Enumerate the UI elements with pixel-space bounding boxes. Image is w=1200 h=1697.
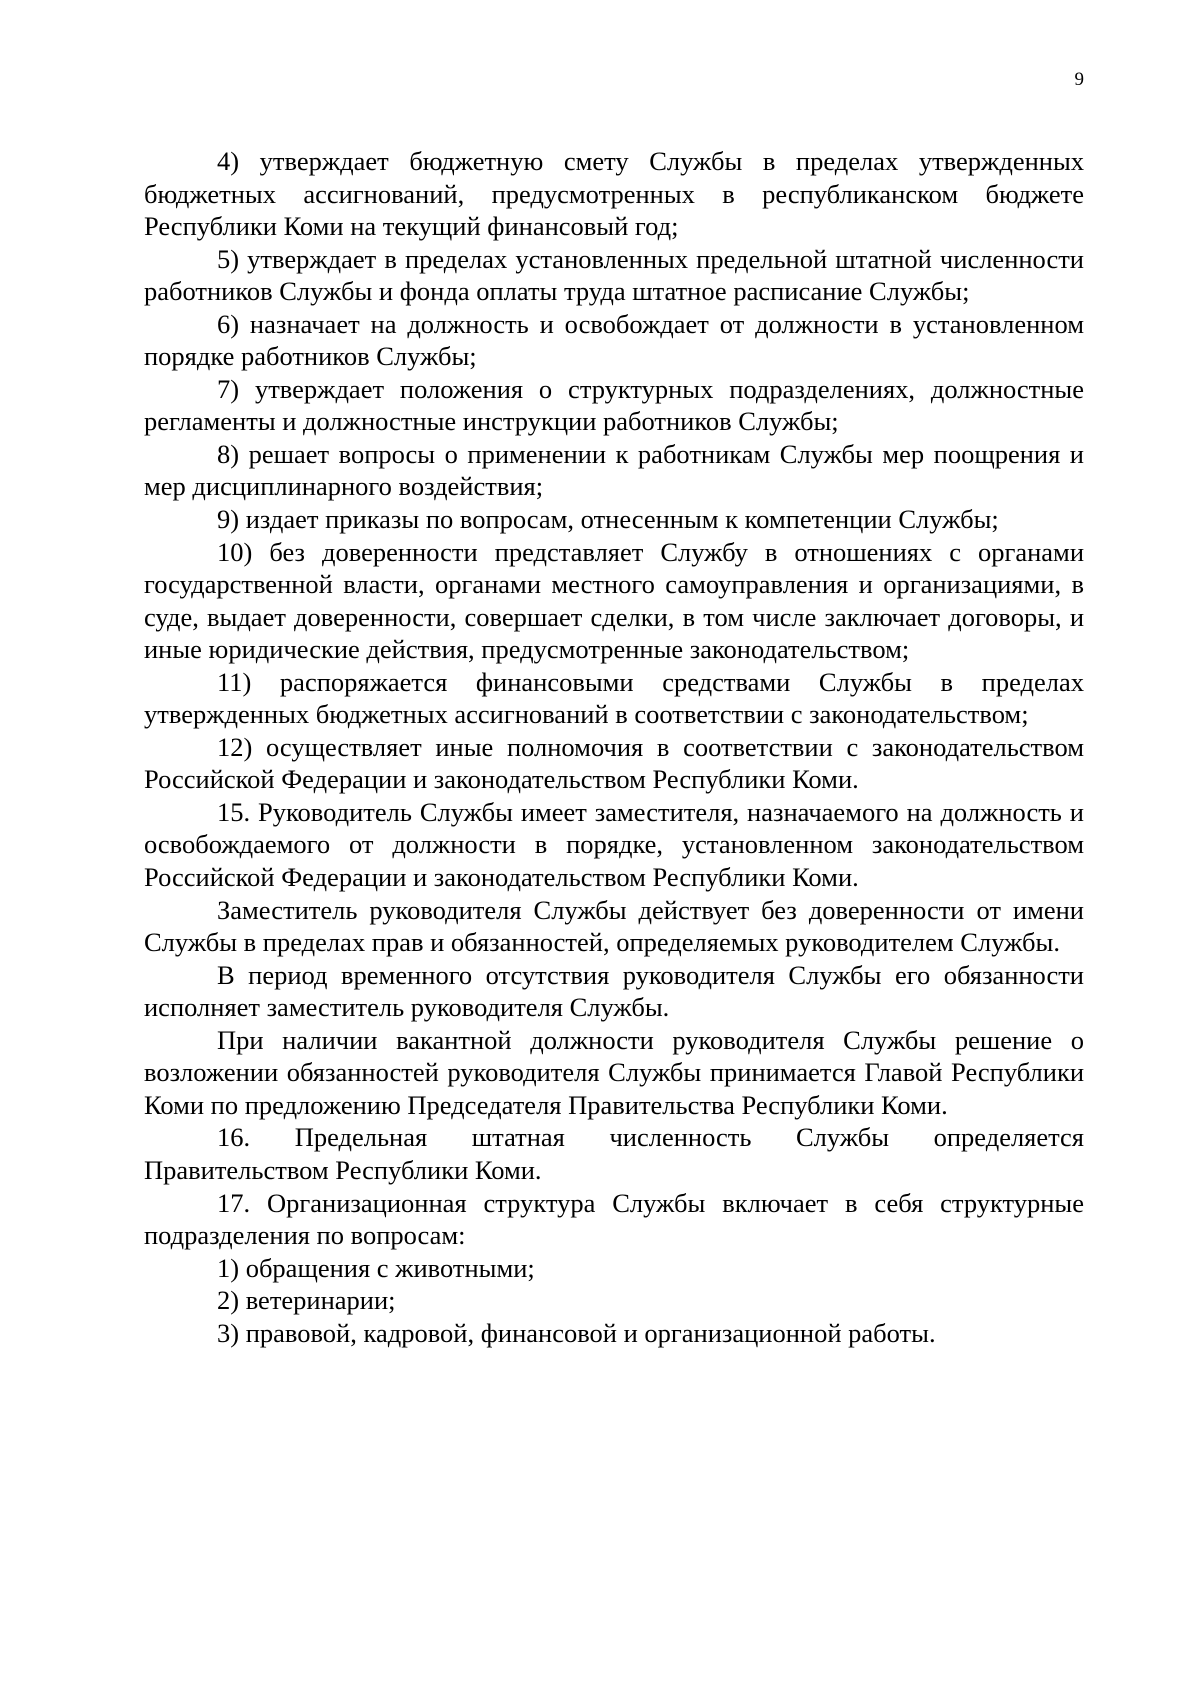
paragraph-deputy-authority: Заместитель руководителя Службы действует без доверенности от имени Службы в пределах прав и обязанностей, определяемых руководителем Службы. xyxy=(144,894,1084,958)
paragraph-item-7: 7) утверждает положения о структурных подразделениях, должностные регламенты и должностные инструкции работников Службы; xyxy=(144,373,1084,437)
page-number: 9 xyxy=(1074,69,1084,90)
paragraph-item-4: 4) утверждает бюджетную смету Службы в пределах утвержденных бюджетных ассигнований, предусмотренных в республиканском бюджете Республики Коми на текущий финансовый год; xyxy=(144,146,1084,242)
paragraph-item-11: 11) распоряжается финансовыми средствами Службы в пределах утвержденных бюджетных ассигнований в соответствии с законодательством; xyxy=(144,666,1084,730)
list-item-legal: 3) правовой, кадровой, финансовой и организационной работы. xyxy=(217,1317,936,1348)
paragraph-vacancy: При наличии вакантной должности руководителя Службы решение о возложении обязанностей руководителя Службы принимается Главой Республики Коми по предложению Председателя Правительства Республики Коми. xyxy=(144,1024,1084,1120)
paragraph-item-12: 12) осуществляет иные полномочия в соответствии с законодательством Российской Федерации и законодательством Республики Коми. xyxy=(144,731,1084,795)
paragraph-item-5: 5) утверждает в пределах установленных предельной штатной численности работников Службы и фонда оплаты труда штатное расписание Службы; xyxy=(144,243,1084,307)
paragraph-item-6: 6) назначает на должность и освобождает от должности в установленном порядке работников Службы; xyxy=(144,308,1084,372)
list-item-veterinary: 2) ветеринарии; xyxy=(217,1285,396,1316)
paragraph-item-9: 9) издает приказы по вопросам, отнесенным к компетенции Службы; xyxy=(217,504,999,535)
paragraph-item-10: 10) без доверенности представляет Службу в отношениях с органами государственной власти, органами местного самоуправления и организациями, в суде, выдает доверенности, совершает сделки, в том числе заключает договоры, и иные юридические действия, предусмотренные законодательством; xyxy=(144,536,1084,665)
paragraph-clause-16: 16. Предельная штатная численность Службы определяется Правительством Республики Коми. xyxy=(144,1122,1084,1185)
paragraph-clause-15: 15. Руководитель Службы имеет заместителя, назначаемого на должность и освобождаемого от должности в порядке, установленном законодательством Российской Федерации и законодательством Республики Коми. xyxy=(144,796,1084,893)
list-item-animals: 1) обращения с животными; xyxy=(217,1252,535,1283)
paragraph-item-8: 8) решает вопросы о применении к работникам Службы мер поощрения и мер дисциплинарного воздействия; xyxy=(144,438,1084,502)
document-body xyxy=(144,145,1084,1349)
paragraph-clause-17: 17. Организационная структура Службы включает в себя структурные подразделения по вопросам: xyxy=(144,1187,1084,1251)
paragraph-deputy-duties: В период временного отсутствия руководителя Службы его обязанности исполняет заместитель руководителя Службы. xyxy=(144,959,1084,1023)
